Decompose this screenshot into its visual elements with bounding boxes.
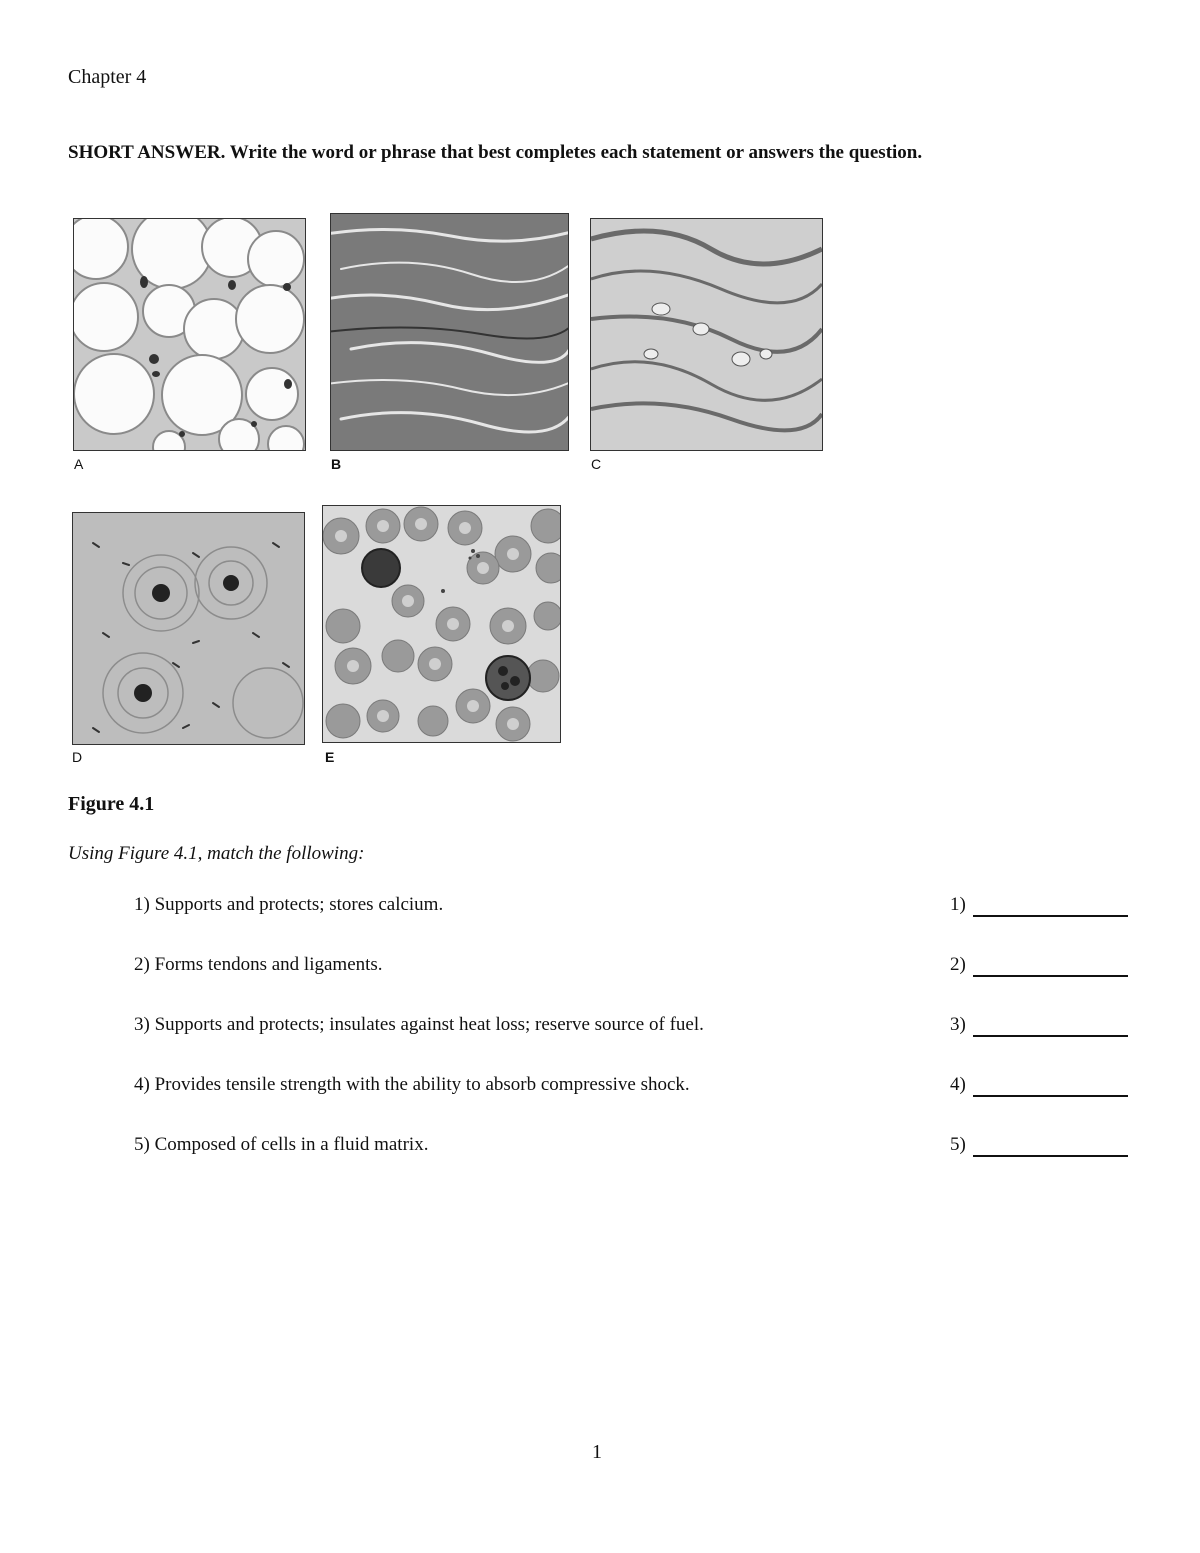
answer-5-label: 5) (950, 1134, 966, 1155)
answer-1-blank[interactable] (973, 894, 1128, 917)
blood-smear-illustration (323, 506, 560, 742)
micrograph-panel-c (590, 218, 823, 451)
micrograph-panel-b (330, 213, 569, 451)
question-3-text: 3) Supports and protects; insulates against heat loss; reserve source of fuel. (134, 1014, 704, 1035)
answer-5-blank[interactable] (973, 1134, 1128, 1157)
chapter-heading: Chapter 4 (68, 66, 147, 88)
answer-2-blank[interactable] (973, 954, 1128, 977)
bone-illustration (73, 513, 304, 744)
question-4-text: 4) Provides tensile strength with the ability to absorb compressive shock. (134, 1074, 690, 1095)
question-5-text: 5) Composed of cells in a fluid matrix. (134, 1134, 429, 1155)
answer-1-label: 1) (950, 894, 966, 915)
answer-3-blank[interactable] (973, 1014, 1128, 1037)
fibrocartilage-illustration (591, 219, 822, 450)
answer-2-label: 2) (950, 954, 966, 975)
question-2-text: 2) Forms tendons and ligaments. (134, 954, 383, 975)
panel-label-d: D (72, 749, 83, 765)
figure-instruction: Using Figure 4.1, match the following: (68, 843, 365, 864)
figure-title: Figure 4.1 (68, 793, 155, 815)
adipose-illustration (74, 219, 305, 450)
panel-label-a: A (74, 456, 84, 472)
micrograph-panel-d (72, 512, 305, 745)
panel-label-c: C (591, 456, 602, 472)
panel-label-e: E (325, 749, 335, 765)
micrograph-panel-e (322, 505, 561, 743)
page-number: 1 (592, 1441, 602, 1463)
answer-4-label: 4) (950, 1074, 966, 1095)
answer-4-blank[interactable] (973, 1074, 1128, 1097)
panel-label-b: B (331, 456, 342, 472)
micrograph-panel-a (73, 218, 306, 451)
answer-3-label: 3) (950, 1014, 966, 1035)
dense-regular-illustration (331, 214, 568, 450)
section-instructions: SHORT ANSWER. Write the word or phrase that best completes each statement or answers the question. (68, 142, 923, 163)
question-1-text: 1) Supports and protects; stores calcium. (134, 894, 444, 915)
